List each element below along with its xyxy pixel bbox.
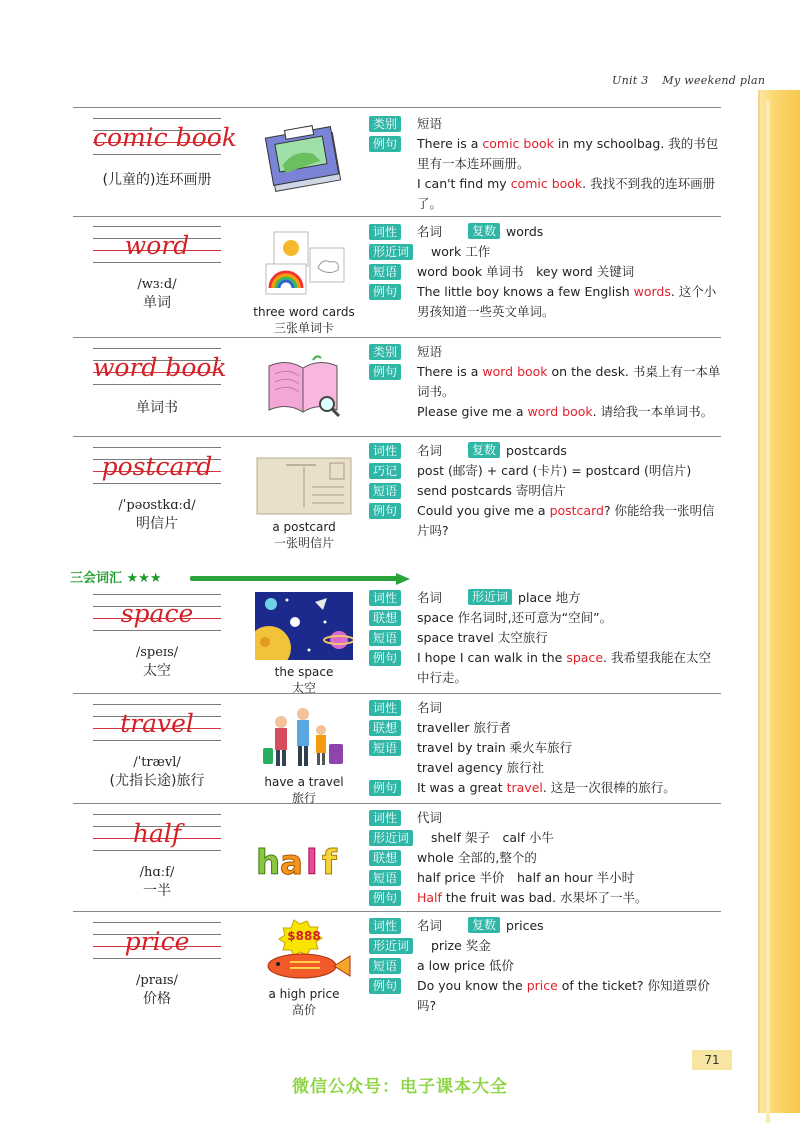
detail-row (369, 222, 721, 242)
detail-row (369, 134, 721, 174)
tag-label: 词性 (369, 918, 401, 934)
detail-text: Do you know the (417, 978, 527, 993)
detail-text: . 这个小男孩知道一些英文单词。 (417, 284, 717, 319)
meaning: 单词 (143, 295, 171, 311)
tag-label: 例句 (369, 650, 401, 666)
entry-details (369, 342, 721, 422)
page-number: 71 (692, 1050, 732, 1070)
entry-details (369, 808, 721, 908)
headword: travel (120, 709, 194, 738)
meaning: (儿童的)连环画册 (102, 172, 212, 188)
entry-details (369, 588, 721, 688)
detail-text: 名词 (417, 918, 443, 933)
detail-text: in my schoolbag. 我的书包里有一本连环画册。 (417, 136, 719, 171)
detail-row (369, 758, 721, 778)
meaning: 一半 (143, 883, 171, 899)
detail-text: 名词 (417, 224, 443, 239)
detail-row (369, 868, 721, 888)
detail-text: . 这是一次很棒的旅行。 (542, 780, 676, 795)
writing-lines (93, 702, 221, 744)
postcard-picture (249, 457, 359, 551)
detail-text: send postcards 寄明信片 (417, 483, 566, 498)
divider (73, 107, 721, 108)
divider (73, 436, 721, 437)
detail-text: place 地方 (518, 590, 581, 605)
divider (73, 693, 721, 694)
picture-caption-zh: 三张单词卡 (273, 321, 334, 335)
detail-row (369, 718, 721, 738)
entry-details (369, 222, 721, 322)
detail-row (369, 888, 721, 908)
detail-text: The little boy knows a few English (417, 284, 634, 299)
detail-row (369, 441, 721, 461)
detail-text: 短语 (417, 116, 443, 131)
detail-text: Could you give me a (417, 503, 550, 518)
detail-text: prices (506, 918, 544, 933)
half-letter-h: h (256, 843, 281, 882)
detail-text: shelf 架子 calf 小牛 (431, 830, 554, 845)
tag-label: 短语 (369, 870, 401, 886)
tag-label: 词性 (369, 443, 401, 459)
tag-label: 词性 (369, 810, 401, 826)
detail-row (369, 628, 721, 648)
detail-row (369, 828, 721, 848)
tag-label: 复数 (468, 223, 500, 239)
detail-row (369, 402, 721, 422)
picture-caption: a high price (268, 987, 340, 1001)
entry-details (369, 114, 721, 214)
tag-label: 例句 (369, 780, 401, 796)
detail-row (369, 738, 721, 758)
detail-text: There is a (417, 364, 483, 379)
half-letter-f: f (322, 843, 337, 882)
detail-text: travel by train 乘火车旅行 (417, 740, 573, 755)
tag-label: 例句 (369, 284, 401, 300)
phonetic: /ˈtrævl/ (133, 755, 181, 770)
unit-title: My weekend plan (662, 74, 766, 87)
unit-label: Unit 3 (612, 74, 649, 87)
tag-label: 联想 (369, 850, 401, 866)
phonetic: /wɜːd/ (137, 277, 177, 292)
section-bar (190, 576, 398, 581)
tag-label: 类别 (369, 344, 401, 360)
price-tag-text: $888 (287, 929, 321, 943)
watermark: 微信公众号：电子课本大全 (292, 1077, 508, 1097)
meaning: 单词书 (136, 400, 178, 416)
detail-text: traveller 旅行者 (417, 720, 512, 735)
detail-row (369, 848, 721, 868)
detail-text: There is a (417, 136, 483, 151)
detail-text: 代词 (417, 810, 443, 825)
headword: comic book (93, 123, 237, 152)
tag-label: 短语 (369, 958, 401, 974)
section-title: 三会词汇 ★★★ (70, 571, 162, 586)
detail-text: word book 单词书 key word 关键词 (417, 264, 635, 279)
tag-label: 词性 (369, 590, 401, 606)
highlight-word: travel (506, 780, 543, 795)
highlight-word: words (633, 284, 671, 299)
highlight-word: word book (527, 404, 593, 419)
writing-lines (93, 920, 221, 962)
detail-row (369, 936, 721, 956)
word-cards-picture (249, 230, 359, 336)
half-letters-picture (249, 834, 359, 886)
detail-text: It was a great (417, 780, 507, 795)
page-header (612, 74, 775, 87)
tag-label: 短语 (369, 740, 401, 756)
meaning: 明信片 (136, 516, 178, 532)
detail-row (369, 608, 721, 628)
headword: space (120, 599, 194, 628)
tag-label: 例句 (369, 503, 401, 519)
detail-text: Please give me a (417, 404, 528, 419)
tag-label: 例句 (369, 136, 401, 152)
detail-text: 名词 (417, 700, 443, 715)
divider (73, 337, 721, 338)
writing-lines (93, 445, 221, 487)
highlight-word: postcard (549, 503, 604, 518)
detail-row (369, 698, 721, 718)
word-book-picture (249, 352, 359, 422)
detail-text: . 请给我一本单词书。 (592, 404, 714, 419)
detail-row (369, 242, 721, 262)
space-picture (249, 592, 359, 696)
detail-row (369, 778, 721, 798)
headword: word (124, 231, 190, 260)
detail-text: 名词 (417, 443, 443, 458)
entry-details (369, 698, 721, 798)
detail-row (369, 174, 721, 214)
detail-row (369, 916, 721, 936)
highlight-word: comic book (482, 136, 554, 151)
writing-lines (93, 224, 221, 266)
detail-row (369, 976, 721, 1016)
writing-lines (93, 812, 221, 854)
tag-label: 形近词 (369, 830, 413, 846)
tag-label: 巧记 (369, 463, 401, 479)
detail-row (369, 362, 721, 402)
picture-caption-zh: 太空 (291, 681, 316, 695)
price-fish-picture (249, 918, 359, 1018)
tag-label: 复数 (468, 442, 500, 458)
entry-details (369, 916, 721, 1016)
detail-row (369, 956, 721, 976)
detail-text: prize 奖金 (431, 938, 491, 953)
picture-caption: have a travel (264, 775, 344, 789)
highlight-word: Half (417, 890, 442, 905)
picture-caption: the space (274, 665, 334, 679)
detail-row (369, 648, 721, 688)
writing-lines (93, 116, 237, 158)
picture-caption-zh: 旅行 (291, 791, 316, 805)
detail-text: whole 全部的,整个的 (417, 850, 537, 865)
page-edge-decoration (758, 90, 800, 1113)
phonetic: /ˈpəʊstkɑːd/ (118, 498, 196, 513)
detail-row (369, 808, 721, 828)
detail-text: words (506, 224, 544, 239)
detail-text: half price 半价 half an hour 半小时 (417, 870, 635, 885)
tag-label: 形近词 (369, 244, 413, 260)
tag-label: 复数 (468, 917, 500, 933)
tag-label: 短语 (369, 630, 401, 646)
tag-label: 短语 (369, 264, 401, 280)
half-letter-a: a (280, 843, 303, 882)
divider (73, 216, 721, 217)
detail-row (369, 342, 721, 362)
detail-text: postcards (506, 443, 567, 458)
picture-caption-zh: 一张明信片 (273, 536, 334, 550)
writing-lines (93, 592, 221, 634)
detail-text: a low price 低价 (417, 958, 515, 973)
detail-text: of the ticket? 你知道票价吗? (417, 978, 711, 1013)
tag-label: 例句 (369, 978, 401, 994)
headword: word book (93, 353, 227, 382)
detail-text: the fruit was bad. 水果坏了一半。 (441, 890, 648, 905)
writing-lines (93, 346, 227, 388)
detail-text: I can't find my (417, 176, 511, 191)
detail-row (369, 481, 721, 501)
headword: price (124, 927, 190, 956)
highlight-word: word book (482, 364, 548, 379)
tag-label: 词性 (369, 224, 401, 240)
headword: half (132, 819, 182, 848)
detail-row (369, 461, 721, 481)
detail-text: . 我希望我能在太空中行走。 (417, 650, 711, 685)
detail-text: space travel 太空旅行 (417, 630, 548, 645)
tag-label: 联想 (369, 720, 401, 736)
highlight-word: space (566, 650, 604, 665)
highlight-word: price (526, 978, 558, 993)
detail-text: ? 你能给我一张明信片吗? (417, 503, 715, 538)
half-letter-l: l (306, 843, 318, 882)
detail-row (369, 588, 721, 608)
meaning: 太空 (143, 663, 171, 679)
phonetic: /hɑːf/ (139, 865, 175, 880)
tag-label: 例句 (369, 364, 401, 380)
detail-row (369, 114, 721, 134)
tag-label: 词性 (369, 700, 401, 716)
detail-text: 短语 (417, 344, 443, 359)
detail-text: on the desk. 书桌上有一本单词书。 (417, 364, 721, 399)
tag-label: 形近词 (468, 589, 512, 605)
detail-text: space 作名词时,还可意为“空间”。 (417, 610, 613, 625)
tag-label: 例句 (369, 890, 401, 906)
comic-book-picture (249, 118, 359, 196)
section-heading (70, 567, 370, 587)
headword: postcard (101, 452, 213, 481)
tag-label: 联想 (369, 610, 401, 626)
meaning: 价格 (143, 991, 171, 1007)
tag-label: 形近词 (369, 938, 413, 954)
divider (73, 803, 721, 804)
entry-details (369, 441, 721, 541)
picture-caption-zh: 高价 (291, 1003, 316, 1017)
phonetic: /praɪs/ (136, 973, 178, 988)
detail-text: I hope I can walk in the (417, 650, 567, 665)
picture-caption: three word cards (253, 305, 355, 319)
detail-row (369, 262, 721, 282)
detail-text: travel agency 旅行社 (417, 760, 545, 775)
detail-text: work 工作 (431, 244, 491, 259)
detail-text: post (邮寄) + card (卡片) = postcard (明信片) (417, 463, 692, 478)
divider (73, 911, 721, 912)
detail-row (369, 501, 721, 541)
tag-label: 类别 (369, 116, 401, 132)
detail-text: 名词 (417, 590, 443, 605)
section-arrow-icon (396, 573, 410, 585)
highlight-word: comic book (510, 176, 583, 191)
tag-label: 短语 (369, 483, 401, 499)
meaning: (尤指长途)旅行 (109, 773, 205, 789)
picture-caption: a postcard (272, 520, 336, 534)
travel-picture (249, 704, 359, 806)
phonetic: /speɪs/ (135, 645, 179, 660)
detail-row (369, 282, 721, 322)
detail-text: . 我找不到我的连环画册了。 (417, 176, 716, 211)
